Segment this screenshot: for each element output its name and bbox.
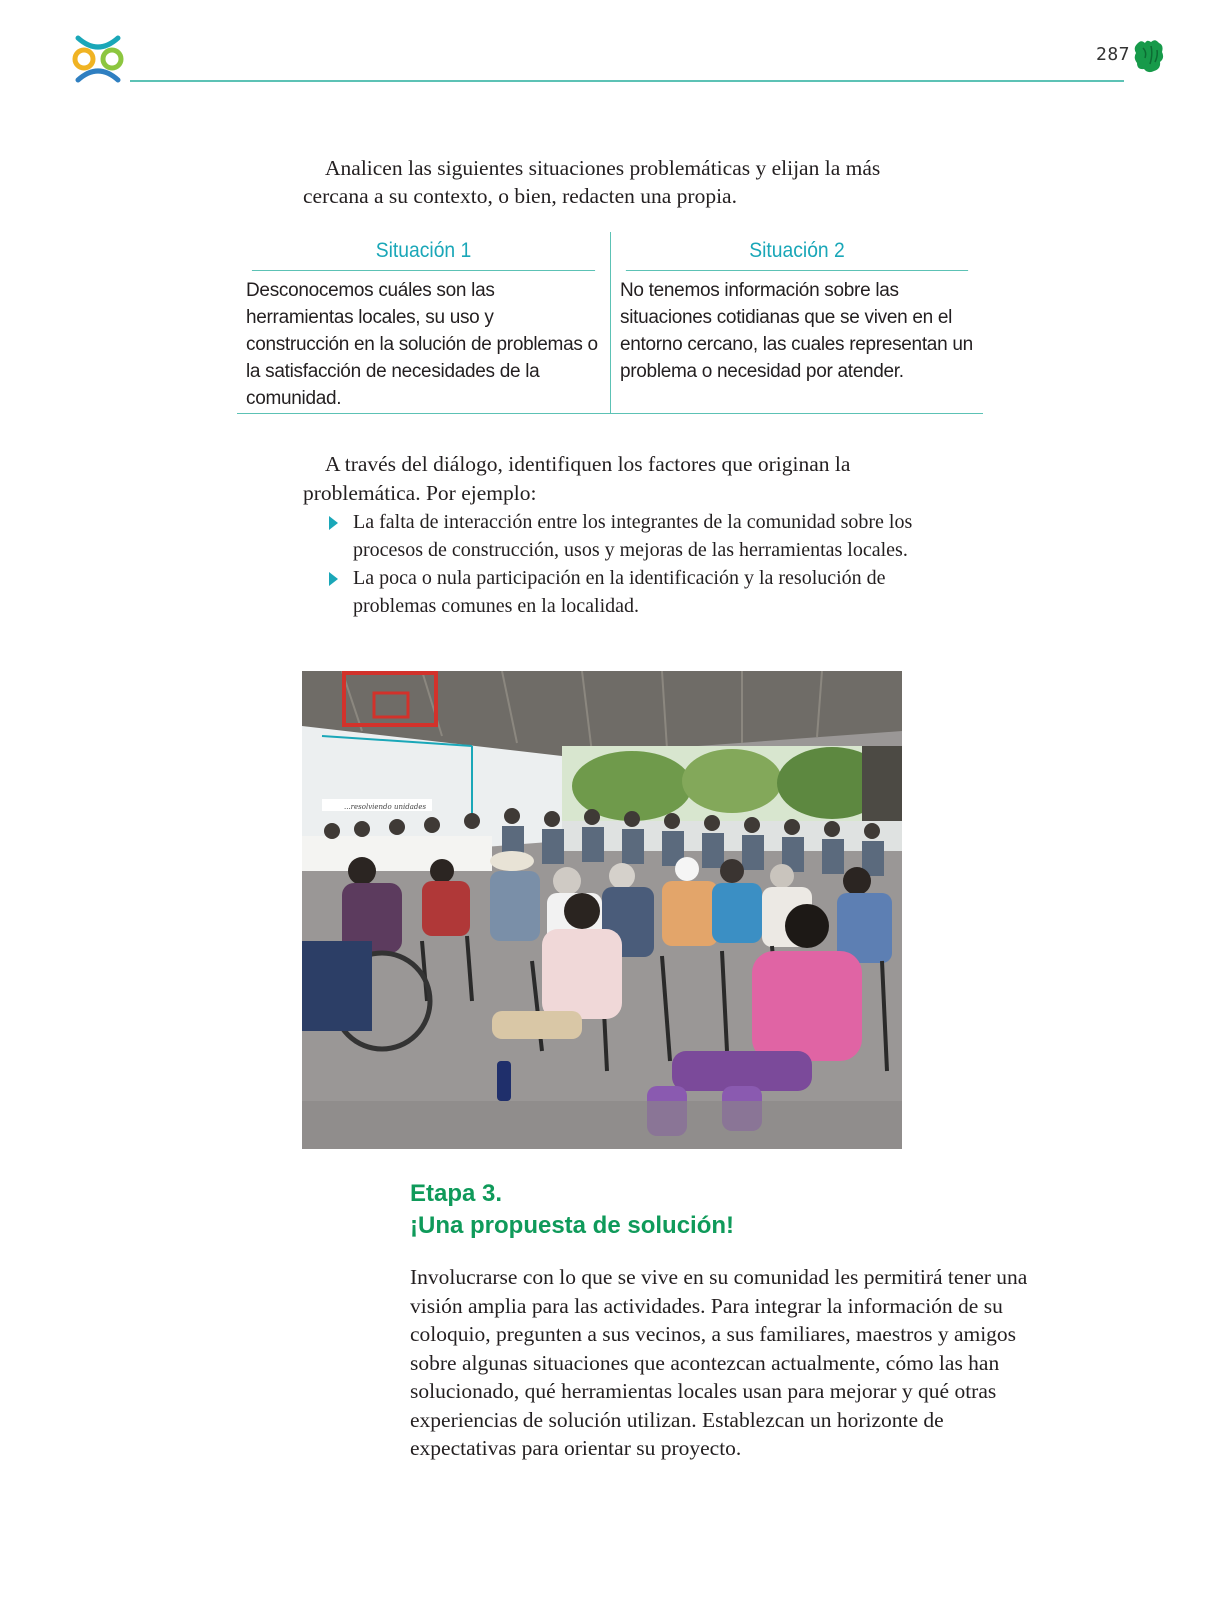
section-subtitle: ¡Una propuesta de solución! bbox=[410, 1212, 735, 1239]
list-item bbox=[353, 508, 913, 564]
section-body: Involucrarse con lo que se vive en su comunidad les permitirá tener una visión amplia para las actividades. Para integrar la información de su coloquio, pregunten a sus vecinos, a sus familiares, maestros y amigos sobre algunas situaciones que acontezcan actualmente, cómo las han solucionado, qué herramientas locales usan para mejorar y qué otras experiencias de solución utilizan. Establezcan un horizonte de expectativas para orientar su proyecto. bbox=[410, 1265, 1028, 1460]
section-heading bbox=[410, 1178, 734, 1242]
situations-table bbox=[237, 232, 983, 414]
situation-column-1 bbox=[237, 232, 610, 413]
list-item bbox=[353, 564, 913, 620]
colorful-x-logo-icon bbox=[72, 34, 124, 84]
green-hand-icon bbox=[1133, 38, 1165, 74]
list-item-text: La falta de interacción entre los integrantes de la comunidad sobre los procesos de construcción, usos y mejoras de las herramientas locales. bbox=[353, 511, 913, 561]
situation-column-2 bbox=[610, 232, 983, 413]
banner-text: ...resolviendo unidades bbox=[344, 803, 427, 811]
section-title: Etapa 3. bbox=[410, 1180, 503, 1207]
community-meeting-photo bbox=[302, 671, 902, 1149]
list-item-text: La poca o nula participación en la identificación y la resolución de problemas comunes en la localidad. bbox=[353, 567, 886, 617]
factor-list bbox=[303, 508, 913, 620]
community-meeting-illustration bbox=[302, 671, 902, 1149]
intro-paragraph: Analicen las siguientes situaciones problemáticas y elijan la más cercana a su contexto, o bien, redacten una propia. bbox=[303, 156, 881, 208]
dialog-intro: A través del diálogo, identifiquen los factores que originan la problemática. Por ejemplo: bbox=[303, 452, 851, 505]
dialog-section bbox=[303, 450, 913, 620]
page-number: 287 bbox=[1096, 44, 1131, 65]
bullet-arrow-icon bbox=[329, 572, 338, 586]
situation-title: Situación 1 bbox=[252, 232, 595, 271]
situation-title: Situación 2 bbox=[626, 232, 968, 271]
bullet-arrow-icon bbox=[329, 516, 338, 530]
situation-text: Desconocemos cuáles son las herramientas locales, su uso y construcción en la solución de problemas o la satisfacción de necesidades de la comunidad. bbox=[246, 280, 598, 409]
situation-text: No tenemos información sobre las situaciones cotidianas que se viven en el entorno cercano, las cuales representan un problema o necesidad por atender. bbox=[620, 280, 973, 382]
header-rule bbox=[130, 80, 1124, 82]
